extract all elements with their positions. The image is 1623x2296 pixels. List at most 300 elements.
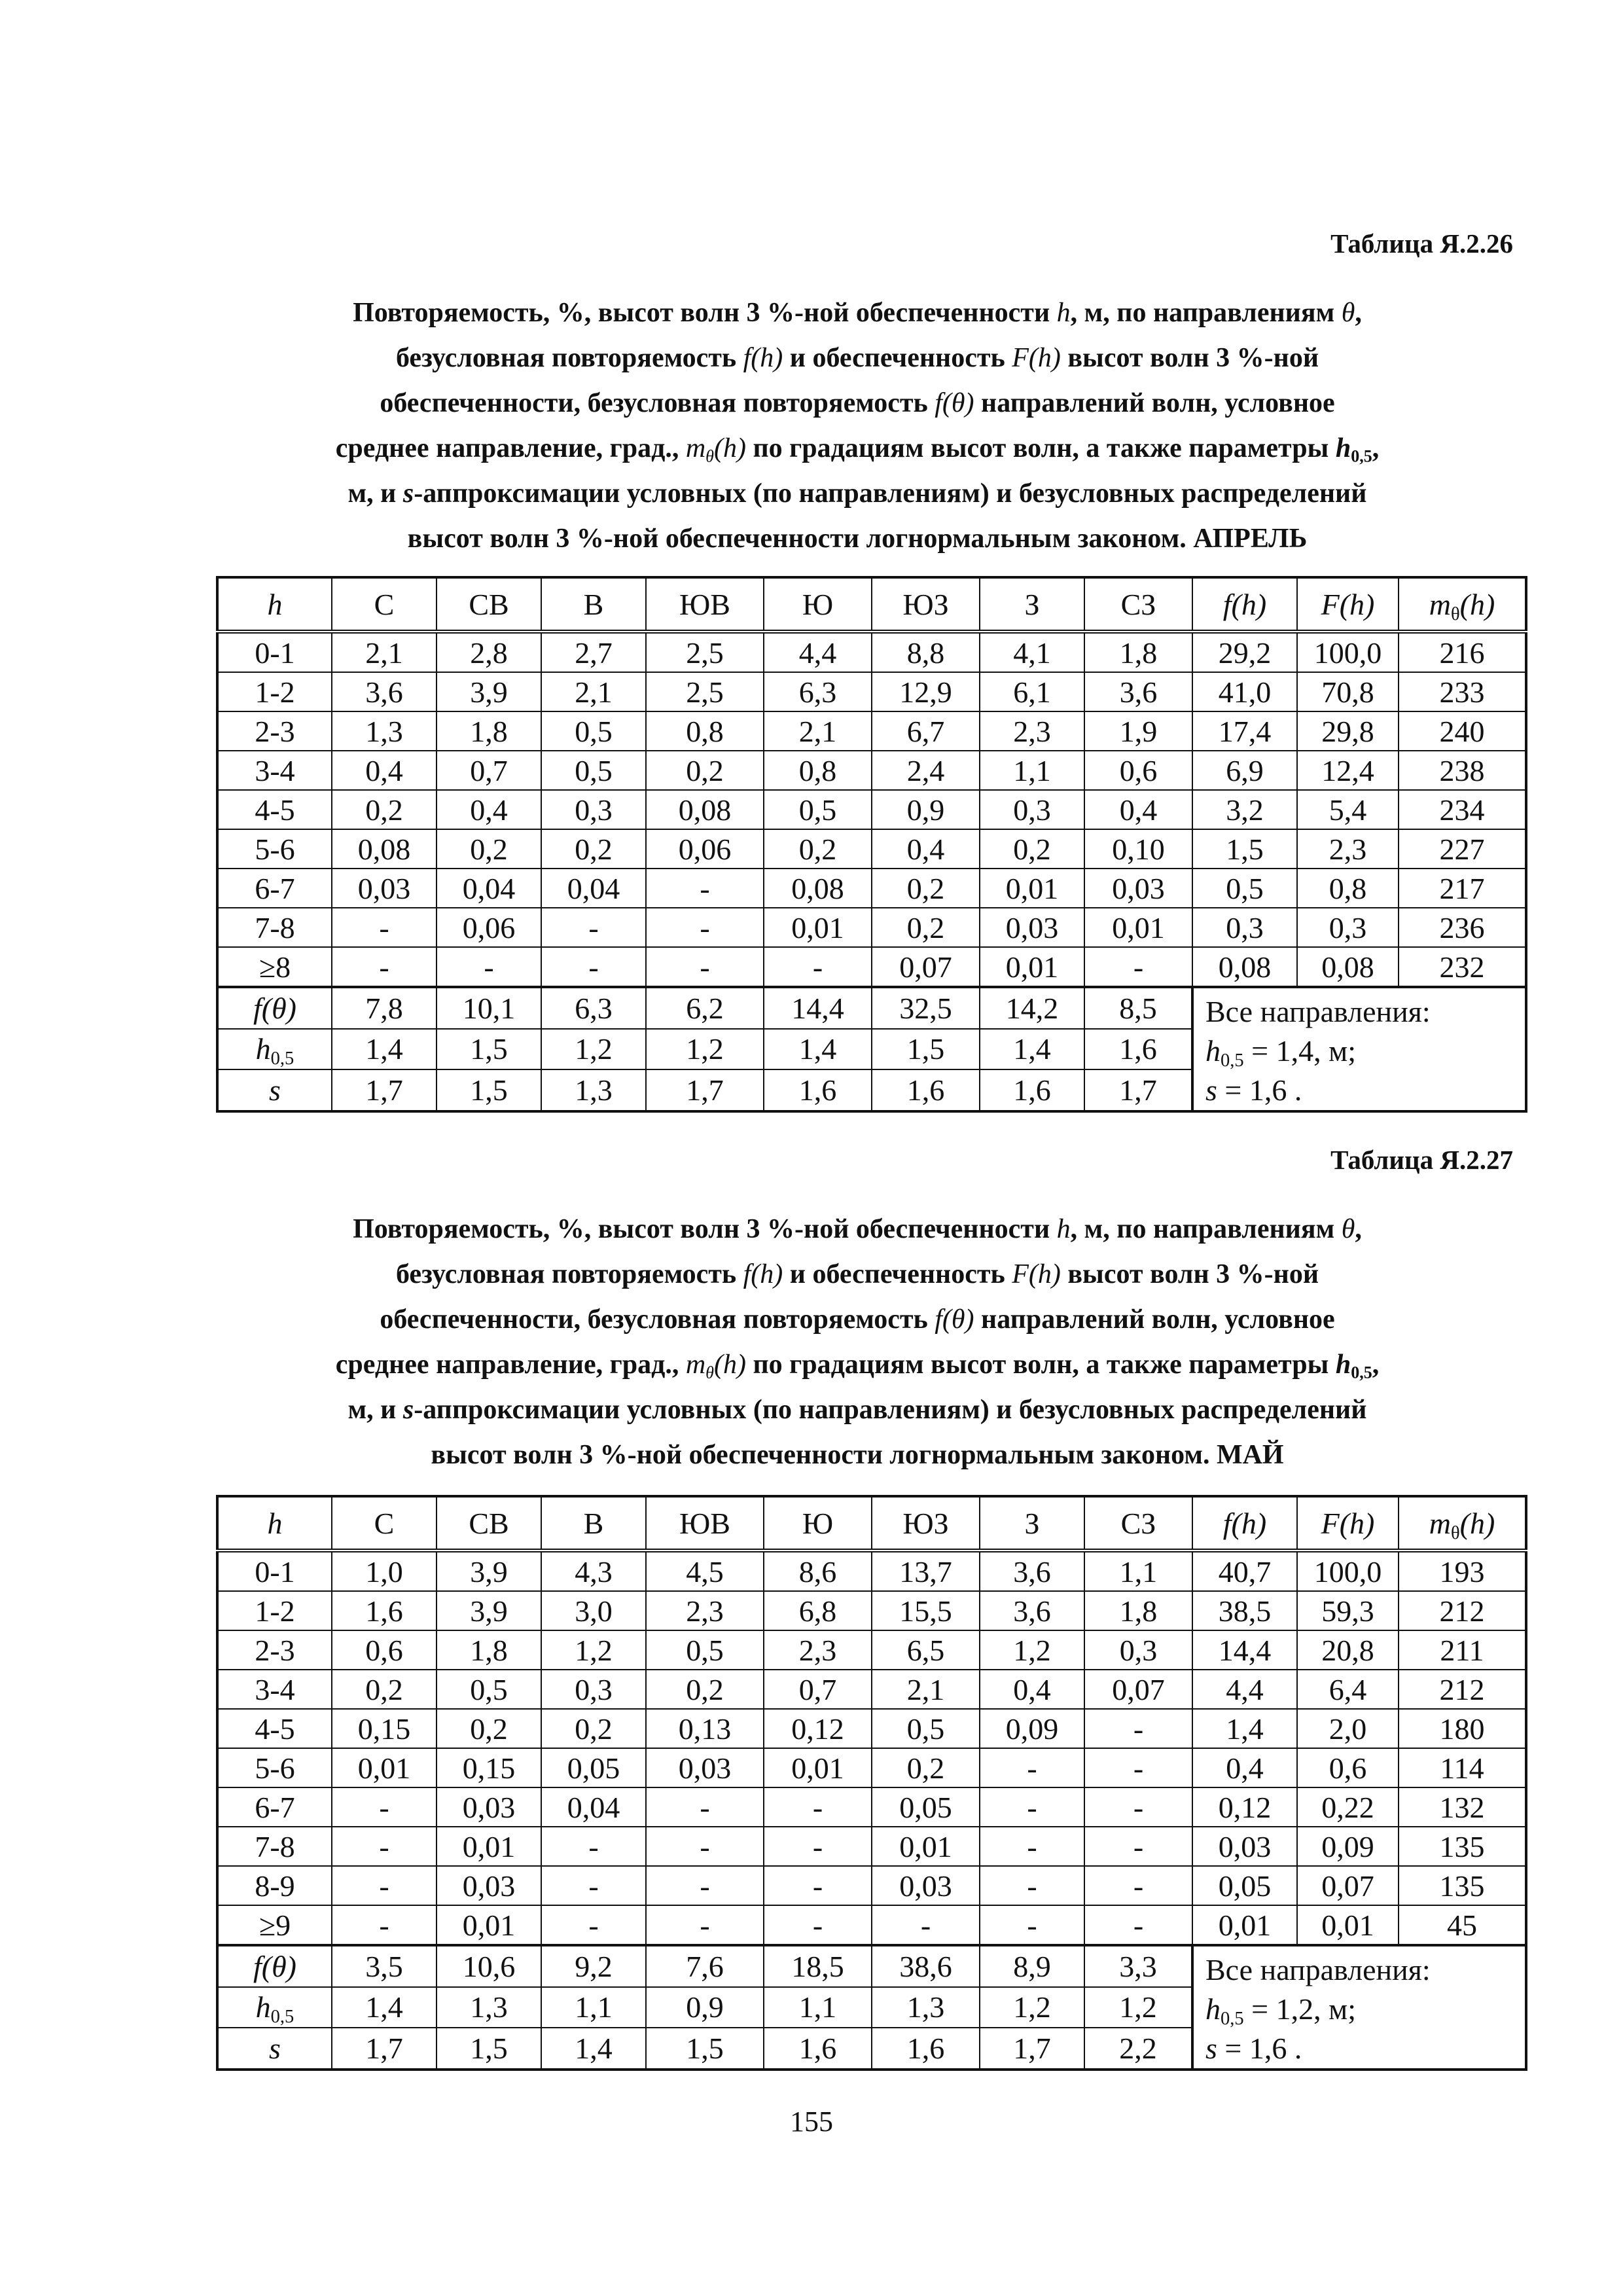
table-cell: 5,4	[1297, 790, 1399, 829]
caption-text: -аппроксимации условных (по направлениям) и безусловных распределений	[414, 478, 1367, 509]
column-header: ЮЗ	[872, 577, 980, 632]
table-cell: 1,3	[332, 711, 437, 751]
table-cell: 0,08	[1192, 947, 1297, 987]
table-cell: 0,05	[541, 1748, 646, 1787]
row-header: $h_{0,5}$	[217, 1987, 332, 2028]
table-cell: 0,07	[1297, 1866, 1399, 1905]
table-cell: -	[646, 1787, 764, 1827]
table-cell: 8,5	[1084, 987, 1192, 1029]
caption-text: θ	[1341, 1214, 1355, 1244]
table-cell: 227	[1399, 829, 1526, 869]
table-cell: 216	[1399, 632, 1526, 672]
table-cell: 0,2	[872, 908, 980, 947]
caption-text: $m_\theta(h)$	[685, 433, 746, 466]
table-cell: 1,5	[437, 1029, 541, 1070]
table-cell: -	[646, 908, 764, 947]
caption-text: f(h)	[743, 343, 783, 373]
table-cell: 0,03	[872, 1866, 980, 1905]
column-header: С	[332, 1496, 437, 1551]
table-cell: 0,3	[980, 790, 1084, 829]
table-cell: 29,8	[1297, 711, 1399, 751]
table-cell: 1,4	[1192, 1709, 1297, 1748]
table-cell: 20,8	[1297, 1630, 1399, 1670]
row-header: 4-5	[217, 1709, 332, 1748]
table-cell: 0,04	[437, 869, 541, 908]
table-cell: -	[332, 1905, 437, 1945]
table-cell: 0,08	[1297, 947, 1399, 987]
table-cell: 0,2	[646, 751, 764, 790]
table-cell: 6,3	[764, 672, 872, 711]
table-cell: 114	[1399, 1748, 1526, 1787]
table-cell: 2,2	[1084, 2028, 1192, 2070]
page-number: 155	[790, 2106, 833, 2138]
table-cell: 70,8	[1297, 672, 1399, 711]
table-cell: -	[764, 1905, 872, 1945]
table-cell: 0,8	[764, 751, 872, 790]
table-cell: 0,07	[1084, 1670, 1192, 1709]
table-cell: 3,6	[980, 1591, 1084, 1630]
caption-text: , м, по направлениям	[1070, 298, 1342, 328]
table-cell: -	[541, 1866, 646, 1905]
table-cell: 38,5	[1192, 1591, 1297, 1630]
table-cell: 0,03	[1192, 1827, 1297, 1866]
caption-text: направлений волн, условное	[974, 388, 1335, 418]
column-header: f(h)	[1192, 1496, 1297, 1551]
table-cell: 0,2	[872, 1748, 980, 1787]
column-header: F(h)	[1297, 1496, 1399, 1551]
row-header: 0-1	[217, 632, 332, 672]
table-row	[217, 751, 1526, 790]
column-header: Ю	[764, 1496, 872, 1551]
table-cell: 1,8	[1084, 1591, 1192, 1630]
table-cell: 2,3	[646, 1591, 764, 1630]
table-cell: 1,4	[764, 1029, 872, 1070]
table-cell: -	[980, 1905, 1084, 1945]
caption-text: по градациям высот волн, а также параметры	[745, 1350, 1336, 1380]
table-cell: 0,12	[1192, 1787, 1297, 1827]
caption-text: -аппроксимации условных (по направлениям) и безусловных распределений	[414, 1395, 1367, 1425]
column-header: СЗ	[1084, 1496, 1192, 1551]
table-cell: 18,5	[764, 1945, 872, 1987]
table-cell: 32,5	[872, 987, 980, 1029]
table-cell: 1,7	[332, 2028, 437, 2070]
table-cell: 193	[1399, 1551, 1526, 1591]
caption-line	[216, 336, 1499, 381]
table-cell: 0,2	[437, 829, 541, 869]
caption-text: $m_\theta(h)$	[685, 1350, 746, 1382]
table-cell: -	[646, 1866, 764, 1905]
caption-text: s	[402, 1395, 414, 1425]
table-cell: 0,6	[1084, 751, 1192, 790]
table-cell: -	[332, 1827, 437, 1866]
table-row	[217, 1905, 1526, 1945]
caption-text: высот волн 3 %-ной обеспеченности логнормальным законом. АПРЕЛЬ	[407, 524, 1308, 554]
table-cell: 40,7	[1192, 1551, 1297, 1591]
table-cell: 217	[1399, 869, 1526, 908]
column-header: В	[541, 1496, 646, 1551]
table-cell: 1,8	[1084, 632, 1192, 672]
table-cell: 2,3	[980, 711, 1084, 751]
table-cell: 3,6	[1084, 672, 1192, 711]
table-cell: 14,2	[980, 987, 1084, 1029]
table-cell: 1,7	[332, 1069, 437, 1111]
table-cell: 29,2	[1192, 632, 1297, 672]
table-cell: 0,3	[1297, 908, 1399, 947]
table-cell: -	[980, 1827, 1084, 1866]
summary-s: s = 1,6 .	[1205, 2032, 1302, 2065]
table-row	[217, 632, 1526, 672]
table-cell: 0,6	[1297, 1748, 1399, 1787]
table-cell: 0,4	[1084, 790, 1192, 829]
table-cell: 7,8	[332, 987, 437, 1029]
caption-text: м, и	[348, 478, 403, 509]
table-cell: -	[1084, 1905, 1192, 1945]
summary-h05: $h_{0,5} = 1,2$, м;	[1205, 1992, 1356, 2029]
table-cell: 1,6	[872, 2028, 980, 2070]
table-cell: 0,5	[764, 790, 872, 829]
table-cell: 1,3	[541, 1069, 646, 1111]
row-header: 3-4	[217, 1670, 332, 1709]
table-cell: 212	[1399, 1670, 1526, 1709]
table-cell: 135	[1399, 1866, 1526, 1905]
table-cell: 0,2	[437, 1709, 541, 1748]
table-cell: 0,08	[764, 869, 872, 908]
column-header: СВ	[437, 577, 541, 632]
table-cell: 0,09	[980, 1709, 1084, 1748]
table-cell: 0,03	[980, 908, 1084, 947]
caption-text: h	[1056, 298, 1071, 328]
table-cell: 1,5	[1192, 829, 1297, 869]
table-cell: 1,4	[541, 2028, 646, 2070]
table-caption	[216, 291, 1499, 562]
table-cell: 4,3	[541, 1551, 646, 1591]
table-cell: 12,4	[1297, 751, 1399, 790]
data-table	[216, 576, 1527, 1113]
table-cell: 0,8	[1297, 869, 1399, 908]
table-row	[217, 947, 1526, 987]
table-cell: 12,9	[872, 672, 980, 711]
summary-title: Все направления:	[1205, 1953, 1431, 1986]
table-cell: 1,6	[980, 1069, 1084, 1111]
table-cell: 8,8	[872, 632, 980, 672]
table-cell: 0,03	[437, 1787, 541, 1827]
table-cell: -	[764, 1866, 872, 1905]
table-cell: 1,2	[980, 1987, 1084, 2028]
table-cell: 0,13	[646, 1709, 764, 1748]
table-row	[217, 1945, 1526, 1987]
row-header: 8-9	[217, 1866, 332, 1905]
table-cell: 2,1	[764, 711, 872, 751]
table-cell: -	[646, 1905, 764, 1945]
table-cell: 1,1	[764, 1987, 872, 2028]
table-cell: -	[646, 1827, 764, 1866]
caption-line	[216, 1252, 1499, 1297]
caption-text: , м, по направлениям	[1070, 1214, 1342, 1244]
table-cell: 1,4	[332, 1987, 437, 2028]
table-cell: -	[980, 1866, 1084, 1905]
column-header: С	[332, 577, 437, 632]
table-cell: 1,7	[980, 2028, 1084, 2070]
caption-line	[216, 471, 1499, 516]
table-cell: 1,6	[332, 1591, 437, 1630]
table-cell: 0,2	[332, 790, 437, 829]
row-header: s	[217, 2028, 332, 2070]
table-cell: 4,4	[764, 632, 872, 672]
column-header: СВ	[437, 1496, 541, 1551]
table-cell: 0,2	[541, 1709, 646, 1748]
table-cell: 132	[1399, 1787, 1526, 1827]
table-cell: 0,7	[764, 1670, 872, 1709]
table-cell: 0,01	[980, 869, 1084, 908]
table-cell: 6,7	[872, 711, 980, 751]
table-cell: 0,01	[1297, 1905, 1399, 1945]
table-cell: 236	[1399, 908, 1526, 947]
table-cell: 0,05	[1192, 1866, 1297, 1905]
row-header: ≥9	[217, 1905, 332, 1945]
caption-text: высот волн 3 %-ной обеспеченности логнормальным законом. МАЙ	[431, 1440, 1284, 1470]
table-cell: 3,6	[980, 1551, 1084, 1591]
row-header: ≥8	[217, 947, 332, 987]
table-cell: 14,4	[1192, 1630, 1297, 1670]
caption-text: высот волн 3 %-ной	[1060, 1259, 1319, 1289]
table-cell: 6,5	[872, 1630, 980, 1670]
row-header: 1-2	[217, 672, 332, 711]
table-cell: 1,2	[1084, 1987, 1192, 2028]
table-cell: -	[646, 947, 764, 987]
caption-text: θ	[1341, 298, 1355, 328]
table-cell: -	[1084, 1866, 1192, 1905]
table-cell: 4,1	[980, 632, 1084, 672]
row-header: s	[217, 1069, 332, 1111]
caption-line	[216, 1388, 1499, 1433]
row-header: 6-7	[217, 1787, 332, 1827]
column-header: З	[980, 577, 1084, 632]
row-header: 2-3	[217, 1630, 332, 1670]
table-cell: -	[332, 1787, 437, 1827]
table-cell: 0,03	[332, 869, 437, 908]
column-header: ЮЗ	[872, 1496, 980, 1551]
table-cell: 1,8	[437, 1630, 541, 1670]
table-cell: 238	[1399, 751, 1526, 790]
table-cell: 1,6	[764, 2028, 872, 2070]
table-cell: 1,1	[541, 1987, 646, 2028]
table-cell: 2,7	[541, 632, 646, 672]
caption-text: безусловная повторяемость	[395, 343, 743, 373]
caption-text: м, и	[348, 1395, 403, 1425]
table-cell: 0,01	[437, 1827, 541, 1866]
caption-text: по градациям высот волн, а также параметры	[745, 433, 1336, 463]
table-cell: 15,5	[872, 1591, 980, 1630]
table-cell: 1,6	[764, 1069, 872, 1111]
table-cell: 45	[1399, 1905, 1526, 1945]
caption-line	[216, 1342, 1499, 1388]
table-cell: 0,01	[332, 1748, 437, 1787]
header-row	[217, 1496, 1526, 1551]
caption-text: ,	[1372, 1350, 1380, 1380]
table-cell: 1,8	[437, 711, 541, 751]
table-cell: 1,6	[872, 1069, 980, 1111]
table-cell: 2,5	[646, 672, 764, 711]
caption-text: h	[1056, 1214, 1071, 1244]
table-cell: 0,2	[980, 829, 1084, 869]
table-row	[217, 869, 1526, 908]
table-cell: 2,1	[872, 1670, 980, 1709]
table-cell: 0,08	[332, 829, 437, 869]
caption-line	[216, 1433, 1499, 1478]
table-cell: 6,2	[646, 987, 764, 1029]
table-cell: 1,2	[646, 1029, 764, 1070]
table-cell: -	[980, 1748, 1084, 1787]
table-cell: 0,4	[980, 1670, 1084, 1709]
column-header: $m_\theta(h)$	[1399, 577, 1526, 632]
table-cell: 0,2	[646, 1670, 764, 1709]
table-cell: 2,4	[872, 751, 980, 790]
table-cell: 6,3	[541, 987, 646, 1029]
table-cell: 0,04	[541, 1787, 646, 1827]
table-cell: 0,5	[1192, 869, 1297, 908]
table-cell: 100,0	[1297, 632, 1399, 672]
table-cell: 0,4	[332, 751, 437, 790]
table-cell: 0,3	[1192, 908, 1297, 947]
row-header: 1-2	[217, 1591, 332, 1630]
column-header: $m_\theta(h)$	[1399, 1496, 1526, 1551]
table-cell: 1,0	[332, 1551, 437, 1591]
table-cell: 1,9	[1084, 711, 1192, 751]
table-cell: 0,3	[541, 1670, 646, 1709]
column-header: ЮВ	[646, 1496, 764, 1551]
table-cell: -	[1084, 1709, 1192, 1748]
caption-text: направлений волн, условное	[974, 1304, 1335, 1335]
row-header: 3-4	[217, 751, 332, 790]
caption-line	[216, 1207, 1499, 1252]
table-cell: 0,03	[1084, 869, 1192, 908]
table-cell: 1,6	[1084, 1029, 1192, 1070]
table-row	[217, 987, 1526, 1029]
table-cell: 1,5	[646, 2028, 764, 2070]
caption-text: f(θ)	[935, 1304, 974, 1335]
table-cell: 233	[1399, 672, 1526, 711]
table-cell: 3,5	[332, 1945, 437, 1987]
column-header: Ю	[764, 577, 872, 632]
table-cell: 1,5	[872, 1029, 980, 1070]
table-cell: -	[541, 1827, 646, 1866]
table-cell: 1,7	[646, 1069, 764, 1111]
table-cell: 1,3	[437, 1987, 541, 2028]
table-cell: 0,01	[980, 947, 1084, 987]
table-cell: 8,9	[980, 1945, 1084, 1987]
table-cell: 1,5	[437, 2028, 541, 2070]
table-cell: -	[1084, 1787, 1192, 1827]
table-row	[217, 711, 1526, 751]
table-cell: 2,5	[646, 632, 764, 672]
table-cell: 0,03	[437, 1866, 541, 1905]
caption-text: Повторяемость, %, высот волн 3 %-ной обеспеченности	[353, 298, 1057, 328]
table-cell: 0,8	[646, 711, 764, 751]
caption-line	[216, 426, 1499, 471]
table-cell: 100,0	[1297, 1551, 1399, 1591]
table-cell: 0,2	[872, 869, 980, 908]
column-header: f(h)	[1192, 577, 1297, 632]
row-header: f(θ)	[217, 1945, 332, 1987]
caption-line	[216, 1297, 1499, 1342]
caption-text: $h_{0,5}$	[1335, 1350, 1372, 1382]
row-header: 5-6	[217, 1748, 332, 1787]
column-header: В	[541, 577, 646, 632]
table-cell: 6,1	[980, 672, 1084, 711]
column-header: h	[217, 577, 332, 632]
table-row	[217, 1866, 1526, 1905]
caption-text: и обеспеченность	[783, 1259, 1012, 1289]
table-cell: 0,05	[872, 1787, 980, 1827]
caption-text: Повторяемость, %, высот волн 3 %-ной обеспеченности	[353, 1214, 1057, 1244]
table-cell: 10,6	[437, 1945, 541, 1987]
table-cell: 38,6	[872, 1945, 980, 1987]
column-header: F(h)	[1297, 577, 1399, 632]
row-header: 7-8	[217, 908, 332, 947]
table-cell: 2,3	[764, 1630, 872, 1670]
caption-text: s	[402, 478, 414, 509]
caption-text: $h_{0,5}$	[1335, 433, 1372, 466]
table-cell: 0,7	[437, 751, 541, 790]
caption-line	[216, 291, 1499, 336]
table-cell: 0,01	[1192, 1905, 1297, 1945]
table-cell: 3,6	[332, 672, 437, 711]
table-cell: 2,8	[437, 632, 541, 672]
column-header: h	[217, 1496, 332, 1551]
table-cell: 0,01	[764, 1748, 872, 1787]
caption-text: F(h)	[1012, 1259, 1061, 1289]
table-cell: 0,12	[764, 1709, 872, 1748]
table-label: Таблица Я.2.27	[1330, 1145, 1513, 1175]
table-cell: 17,4	[1192, 711, 1297, 751]
table-row	[217, 829, 1526, 869]
table-cell: 0,01	[1084, 908, 1192, 947]
table-cell: 0,04	[541, 869, 646, 908]
table-cell: 212	[1399, 1591, 1526, 1630]
table-cell: -	[1084, 1748, 1192, 1787]
table-cell: -	[541, 947, 646, 987]
table-cell: 0,06	[646, 829, 764, 869]
table-cell: 211	[1399, 1630, 1526, 1670]
table-cell: 0,03	[646, 1748, 764, 1787]
table-cell: 0,5	[437, 1670, 541, 1709]
row-header: 6-7	[217, 869, 332, 908]
table-cell: 1,4	[980, 1029, 1084, 1070]
table-label: Таблица Я.2.26	[1330, 228, 1513, 259]
table-cell: 0,01	[764, 908, 872, 947]
table-row	[217, 908, 1526, 947]
table-cell: 59,3	[1297, 1591, 1399, 1630]
table-cell: 0,3	[1084, 1630, 1192, 1670]
table-cell: 9,2	[541, 1945, 646, 1987]
table-cell: -	[1084, 1827, 1192, 1866]
table-cell: 0,06	[437, 908, 541, 947]
caption-text: и обеспеченность	[783, 343, 1012, 373]
table-cell: 1,4	[332, 1029, 437, 1070]
table-cell: 1,7	[1084, 1069, 1192, 1111]
table-cell: 240	[1399, 711, 1526, 751]
header-row	[217, 577, 1526, 632]
caption-text: безусловная повторяемость	[395, 1259, 743, 1289]
table-cell: 0,4	[1192, 1748, 1297, 1787]
table-cell: 0,15	[332, 1709, 437, 1748]
table-cell: -	[332, 947, 437, 987]
table-row	[217, 1670, 1526, 1709]
table-cell: 0,15	[437, 1748, 541, 1787]
row-header: $h_{0,5}$	[217, 1029, 332, 1070]
table-cell: 180	[1399, 1709, 1526, 1748]
table-cell: -	[437, 947, 541, 987]
